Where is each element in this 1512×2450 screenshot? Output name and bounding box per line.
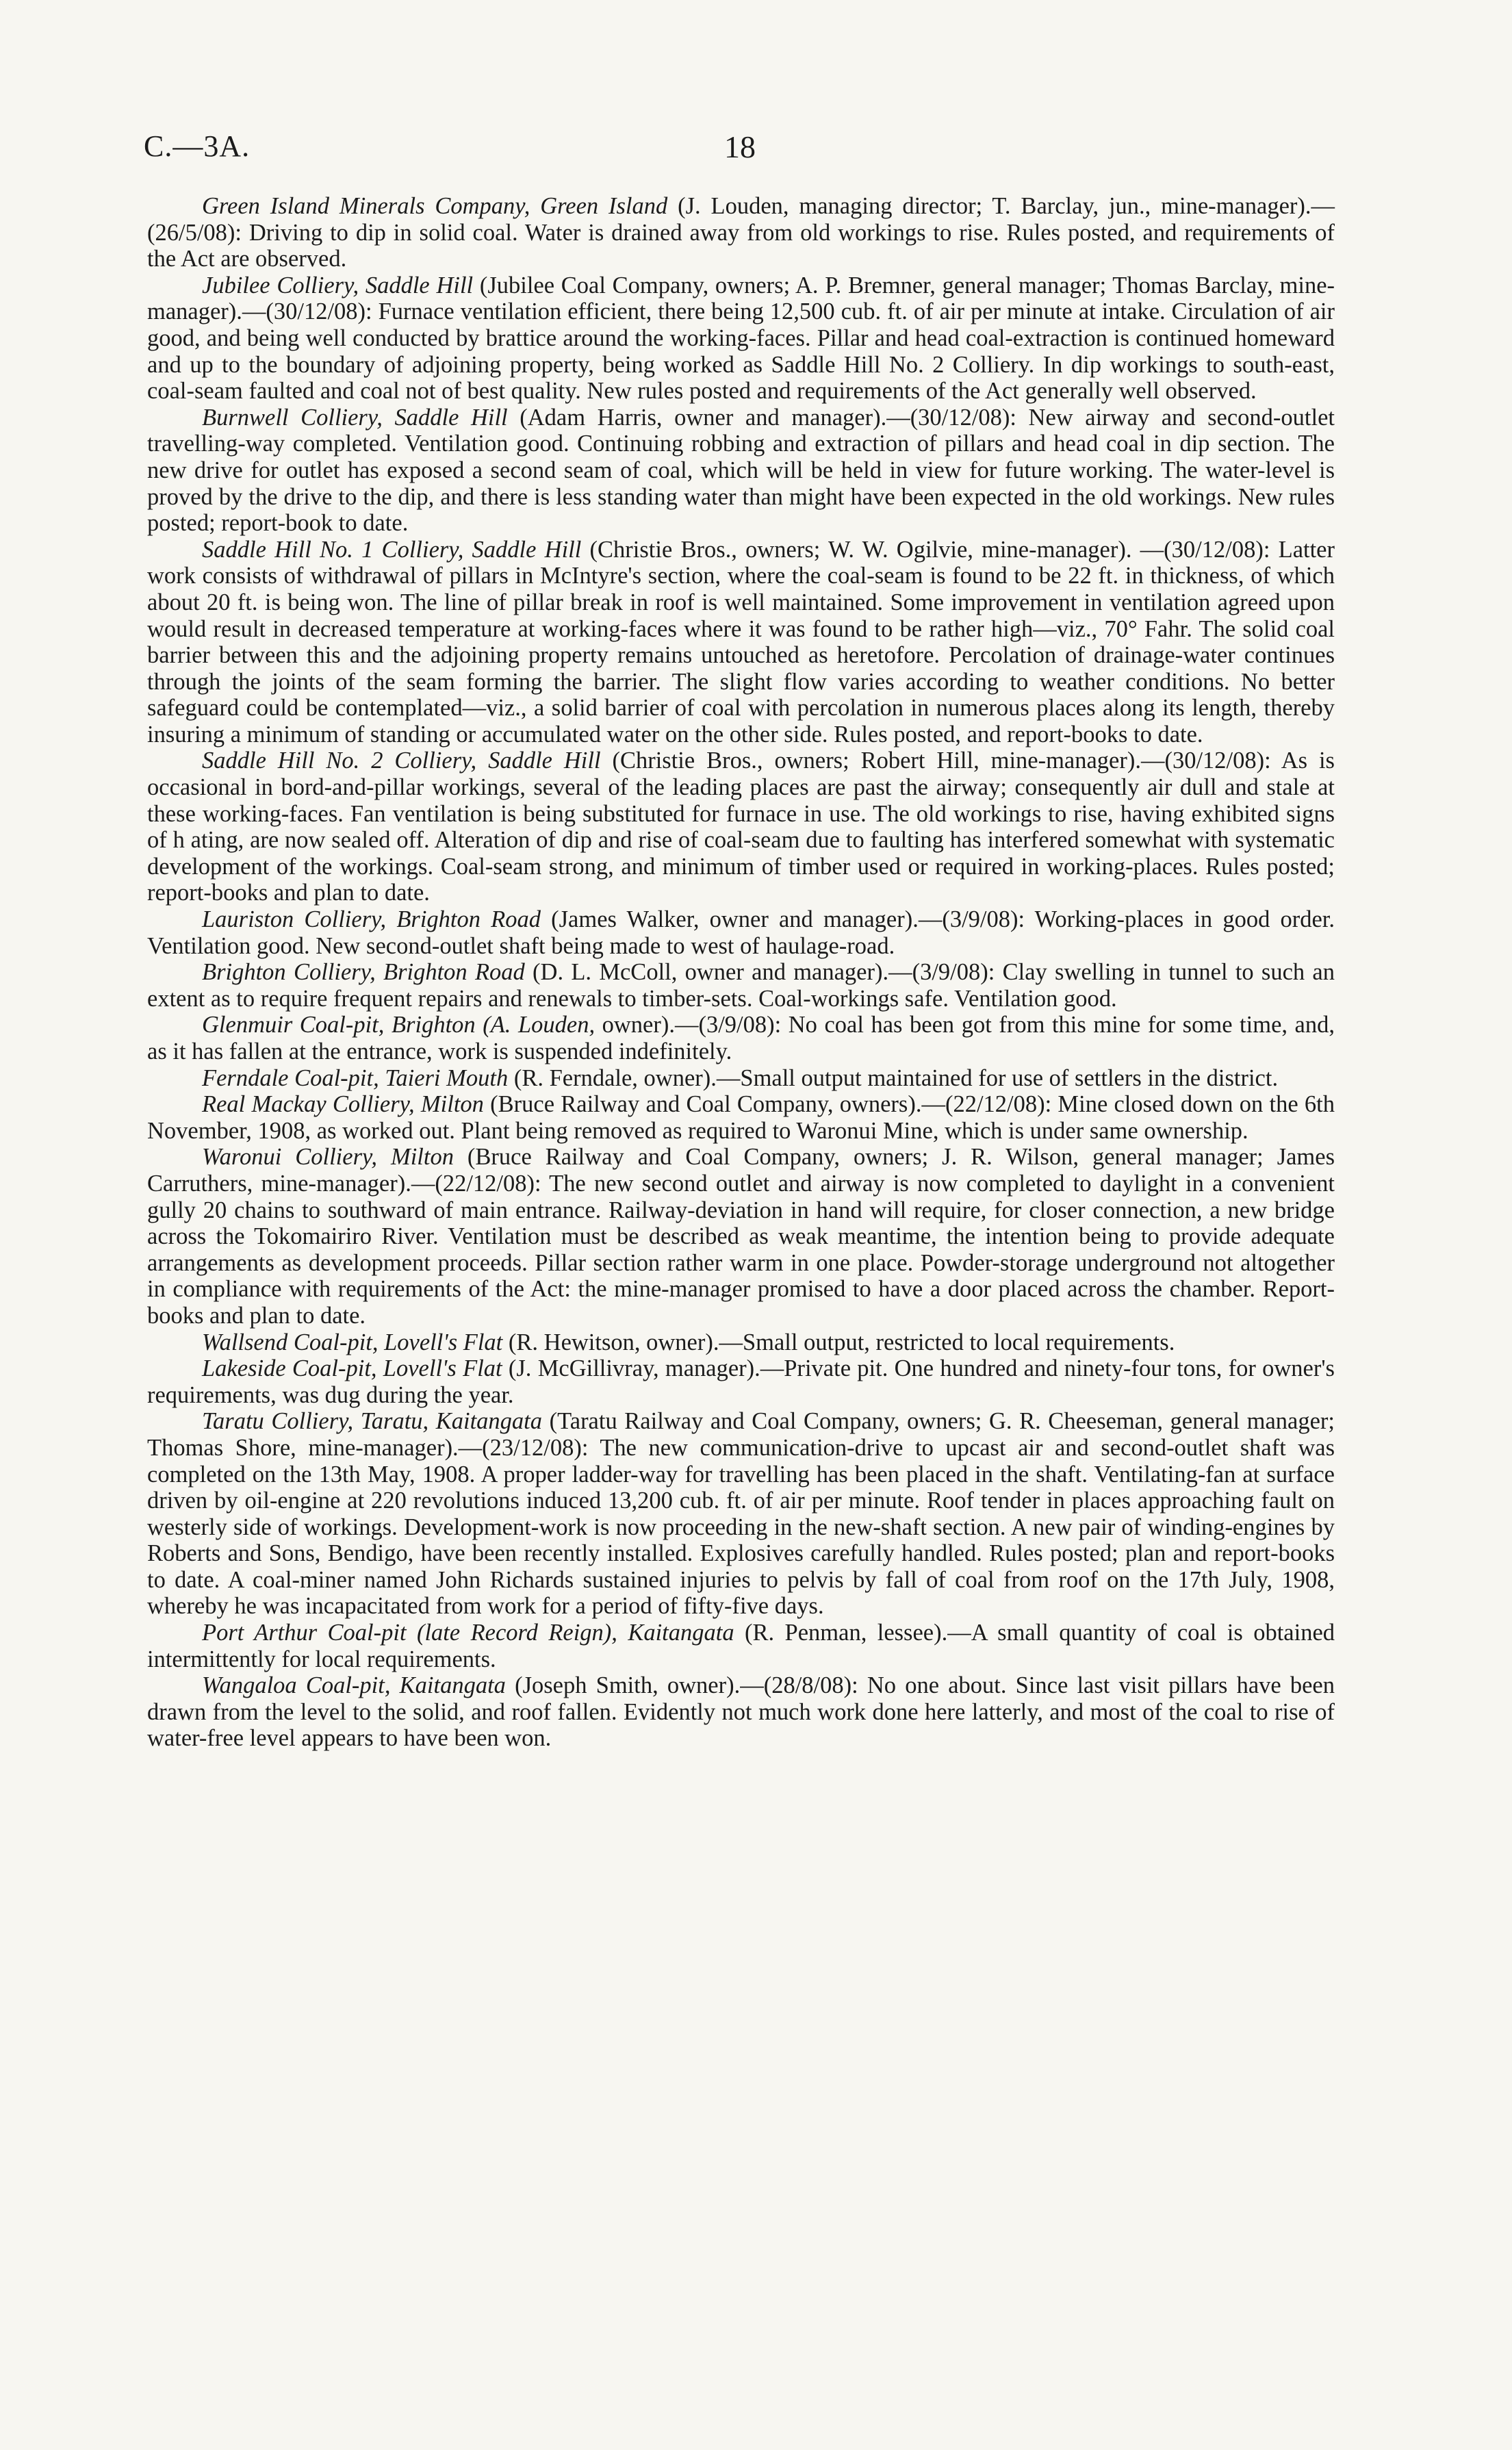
entry-wallsend [147,1329,1335,1356]
entry-title: Brighton Colliery, Brighton Road [202,959,525,986]
entry-text: (Christie Bros., owners; Robert Hill, mine-manager).—(30/12/08): As is occasional in bord-and-pillar workings, several of the leading places are past the airway; consequently air dull and stale at these working-faces. Fan ventilation is being substituted for furnace in use. The old workings to rise, having exhibited signs of h ating, are now sealed off. Alteration of dip and rise of coal-seam due to faulting has interfered somewhat with systematic development of the workings. Coal-seam strong, and minimum of timber used or required in working-places. Rules posted; report-books and plan to date. [147,748,1335,906]
entry-text: (J. McGillivray, manager).—Private pit. One hundred and ninety-four tons, for owner's requirements, was dug during the year. [147,1355,1335,1408]
entry-title: Green Island Minerals Company, Green Island [202,193,668,219]
entry-saddle-hill-2 [147,748,1335,906]
entry-saddle-hill-1 [147,537,1335,748]
report-code: C.—3A. [144,129,251,163]
entry-brighton [147,959,1335,1012]
entry-title: Glenmuir Coal-pit, Brighton (A. Louden, [202,1012,595,1038]
entry-title: Lakeside Coal-pit, Lovell's Flat [202,1355,502,1382]
entry-text: (R. Ferndale, owner).—Small output maintained for use of settlers in the district. [508,1064,1279,1091]
report-body [147,193,1335,1752]
entry-wangaloa [147,1672,1335,1752]
entry-taratu [147,1408,1335,1620]
entry-green-island [147,193,1335,272]
entry-title: Burnwell Colliery, Saddle Hill [202,404,508,431]
entry-title: Saddle Hill No. 1 Colliery, Saddle Hill [202,536,582,563]
entry-title: Saddle Hill No. 2 Colliery, Saddle Hill [202,748,601,774]
entry-title: Port Arthur Coal-pit (late Record Reign), Kaitangata [202,1620,734,1646]
entry-text: (R. Hewitson, owner).—Small output, restricted to local requirements. [502,1329,1175,1355]
entry-text: (D. L. McColl, owner and manager).—(3/9/08): Clay swelling in tunnel to such an extent as to require frequent repairs and renewals to timber-sets. Coal-workings safe. Ventilation good. [147,959,1335,1012]
entry-title: Waronui Colliery, Milton [202,1144,454,1171]
entry-text: (Bruce Railway and Coal Company, owners; J. R. Wilson, general manager; James Carruthers, mine-manager).—(22/12/08): The new second outlet and airway is now completed to daylight in a convenient gully 20 chains to southward of main entrance. Railway-deviation in hand will require, for closer connection, a new bridge across the Tokomairiro River. Ventilation must be described as weak meantime, the intention being to provide adequate arrangements as development proceeds. Pillar section rather warm in one place. Powder-storage underground not altogether in compliance with requirements of the Act: the mine-manager promised to have a door placed across the chamber. Report-books and plan to date. [147,1144,1335,1329]
entry-title: Wangaloa Coal-pit, Kaitangata [202,1672,506,1699]
entry-text: (Adam Harris, owner and manager).—(30/12/08): New airway and second-outlet travelling-way completed. Ventilation good. Continuing robbing and extraction of pillars and head coal in dip section. The new drive for outlet has exposed a second seam of coal, which will be held in view for future working. The water-level is proved by the drive to the dip, and there is less standing water than might have been expected in the old workings. New rules posted; report-book to date. [147,404,1335,537]
page-header [144,129,1431,177]
entry-lauriston [147,906,1335,959]
entry-text: (James Walker, owner and manager).—(3/9/08): Working-places in good order. Ventilation good. New second-outlet shaft being made to west of haulage-road. [147,906,1335,959]
entry-lakeside [147,1355,1335,1408]
entry-text: (Bruce Railway and Coal Company, owners).—(22/12/08): Mine closed down on the 6th November, 1908, as worked out. Plant being removed as required to Waronui Mine, which is under same ownership. [147,1091,1335,1144]
entry-jubilee [147,272,1335,405]
entry-title: Wallsend Coal-pit, Lovell's Flat [202,1329,503,1355]
entry-title: Real Mackay Colliery, Milton [202,1091,484,1118]
entry-text: (Taratu Railway and Coal Company, owners; G. R. Cheeseman, general manager; Thomas Shore, mine-manager).—(23/12/08): The new communication-drive to upcast air and second-outlet shaft was completed on the 13th May, 1908. A proper ladder-way for travelling has been placed in the shaft. Ventilating-fan at surface driven by oil-engine at 220 revolutions induced 13,200 cub. ft. of air per minute. Roof tender in places approaching fault on westerly side of workings. Development-work is now proceeding in the new-shaft section. A new pair of winding-engines by Roberts and Sons, Bendigo, have been recently installed. Explosives carefully handled. Rules posted; plan and report-books to date. A coal-miner named John Richards sustained injuries to pelvis by fall of coal from roof on the 17th July, 1908, whereby he was incapacitated from work for a period of fifty-five days. [147,1408,1335,1620]
entry-glenmuir [147,1012,1335,1064]
page-number: 18 [724,129,756,164]
entry-text: owner).—(3/9/08): No coal has been got from this mine for some time, and, as it has fallen at the entrance, work is suspended indefinitely. [147,1012,1335,1064]
entry-port-arthur [147,1620,1335,1672]
entry-real-mackay [147,1091,1335,1144]
entry-text: (J. Louden, managing director; T. Barclay, jun., mine-manager).—(26/5/08): Driving to dip in solid coal. Water is drained away from old workings to rise. Rules posted, and requirements of the Act are observed. [147,193,1335,272]
entry-waronui [147,1144,1335,1329]
entry-text: (Jubilee Coal Company, owners; A. P. Bremner, general manager; Thomas Barclay, mine-manager).—(30/12/08): Furnace ventilation efficient, there being 12,500 cub. ft. of air per minute at intake. Circulation of air good, and being well conducted by brattice around the working-faces. Pillar and head coal-extraction is continued homeward and up to the boundary of adjoining property, being worked as Saddle Hill No. 2 Colliery. In dip workings to south-east, coal-seam faulted and coal not of best quality. New rules posted and requirements of the Act generally well observed. [147,272,1335,405]
entry-text: (Joseph Smith, owner).—(28/8/08): No one about. Since last visit pillars have been drawn from the level to the solid, and roof fallen. Evidently not much work done here latterly, and most of the coal to rise of water-free level appears to have been won. [147,1672,1335,1752]
entry-ferndale [147,1065,1335,1092]
entry-text: (R. Penman, lessee).—A small quantity of coal is obtained intermittently for local requirements. [147,1620,1335,1672]
entry-title: Jubilee Colliery, Saddle Hill [202,272,474,298]
entry-title: Ferndale Coal-pit, Taieri Mouth [202,1064,509,1091]
entry-title: Taratu Colliery, Taratu, Kaitangata [202,1408,543,1435]
entry-text: (Christie Bros., owners; W. W. Ogilvie, mine-manager). —(30/12/08): Latter work consists of withdrawal of pillars in McIntyre's section, where the coal-seam is found to be 22 ft. in thickness, of which about 20 ft. is being won. The line of pillar break in roof is well maintained. Some improvement in ventilation agreed upon would result in decreased temperature at working-faces where it was found to be rather high—viz., 70° Fahr. The solid coal barrier between this and the adjoining property remains untouched as heretofore. Percolation of drainage-water continues through the joints of the seam forming the barrier. The slight flow varies according to weather conditions. No better safeguard could be contemplated—viz., a solid barrier of coal with percolation in numerous places along its length, thereby insuring a minimum of standing or accumulated water on the other side. Rules posted, and report-books to date. [147,536,1335,748]
entry-burnwell [147,405,1335,537]
entry-title: Lauriston Colliery, Brighton Road [202,906,541,933]
